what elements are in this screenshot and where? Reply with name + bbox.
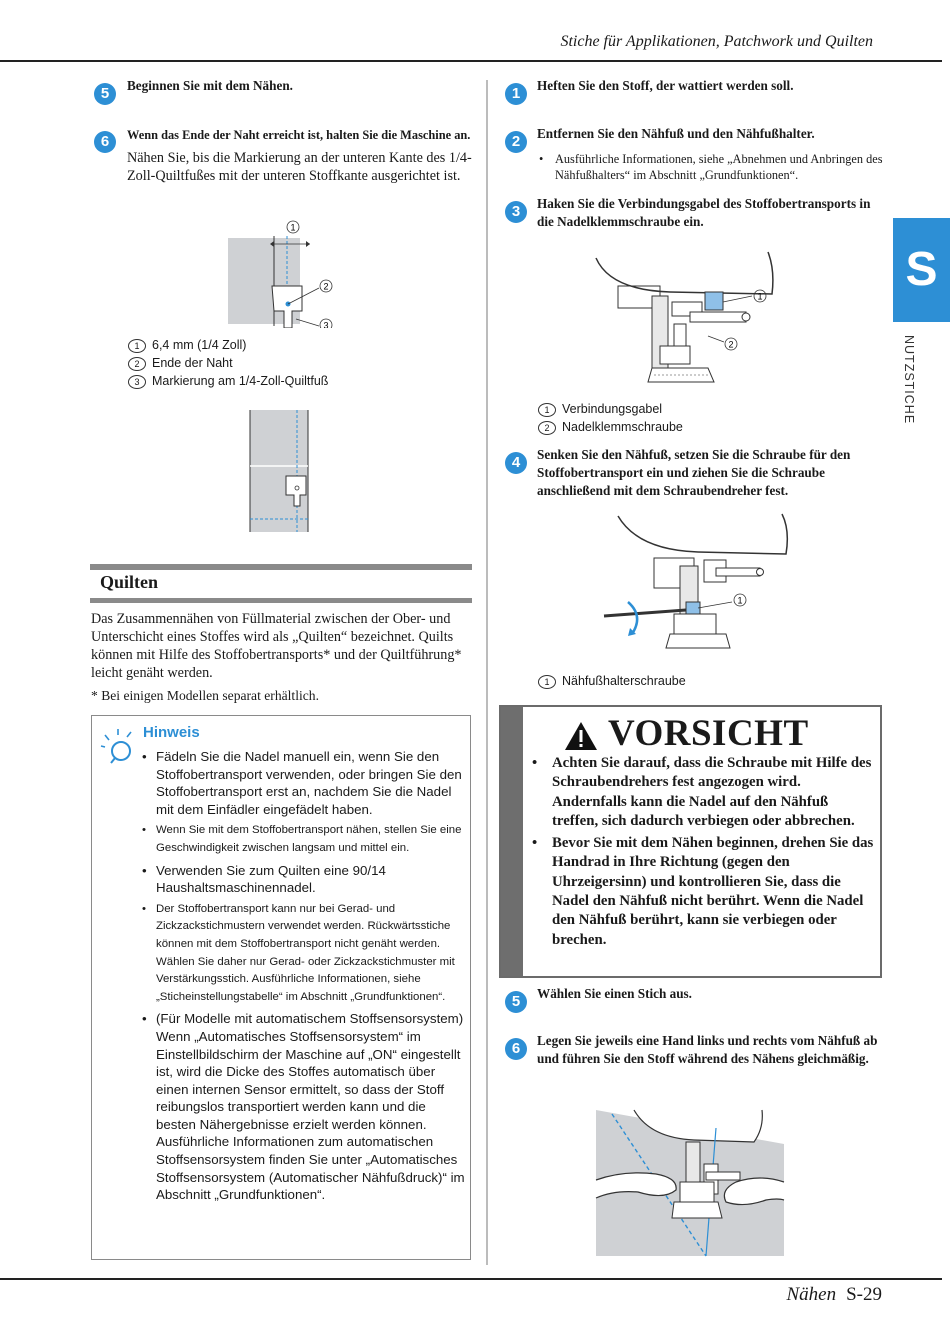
step-badge-6-right: 6 [505,1038,527,1060]
hinweis-title: Hinweis [143,724,200,741]
step-5-right-heading: Wählen Sie einen Stich aus. [537,986,692,1001]
footer-section: Nähen [786,1284,837,1305]
step-6-body: Nähen Sie, bis die Markierung an der unteren Kante des 1/4-Zoll-Quiltfußes mit der unteren Stoffkante ausgerichtet ist. [127,150,472,184]
hinweis-item: • Verwenden Sie zum Quilten eine 90/14 Haushaltsmaschinennadel. [140,862,468,897]
figure-fabric-end [248,408,310,534]
svg-text:1: 1 [757,291,763,302]
hinweis-list [140,748,468,1208]
step-1-heading: Heften Sie den Stoff, der wattiert werden soll. [537,78,794,93]
legend-item: 2 Nadelklemmschraube [538,418,683,436]
step-badge-2: 2 [505,131,527,153]
step-5-heading: Beginnen Sie mit dem Nähen. [127,78,293,93]
running-header: Stiche für Applikationen, Patchwork und Quilten [560,33,873,50]
chapter-label: NUTZSTICHE [902,335,916,425]
hinweis-item: • Wenn Sie mit dem Stoffobertransport nähen, stellen Sie eine Geschwindigkeit zwischen langsam und mittel ein. [140,822,468,857]
warning-triangle-icon [563,720,599,752]
section-bar [90,564,472,570]
lightbulb-icon [100,727,136,769]
chapter-tab: S [893,218,950,322]
legend-item: 1 6,4 mm (1/4 Zoll) [128,336,328,354]
step-6-heading: Wenn das Ende der Naht erreicht ist, halten Sie die Maschine an. [127,128,471,142]
header-rule [0,60,942,62]
step-badge-3: 3 [505,201,527,223]
page-footer [786,1284,882,1306]
step-2-bullet: • Ausführliche Informationen, siehe „Abnehmen und Anbringen des Nähfußhalters“ im Abschnitt „Grundfunktionen“. [537,151,900,183]
svg-text:2: 2 [323,281,329,292]
quilten-footnote: * Bei einigen Modellen separat erhältlich. [91,688,319,703]
svg-text:1: 1 [290,222,296,233]
figure-3-legend [538,400,683,436]
step-6-right-heading: Legen Sie jeweils eine Hand links und rechts vom Nähfuß ab und führen Sie den Stoff während des Nähens gleichmäßig. [537,1033,878,1066]
step-badge-1: 1 [505,83,527,105]
svg-text:3: 3 [323,320,329,328]
warning-title: VORSICHT [608,713,809,754]
figure-screwdriver [598,510,790,670]
legend-item: 1 Verbindungsgabel [538,400,683,418]
figure-1-legend [128,336,328,390]
legend-item: 3 Markierung am 1/4-Zoll-Quiltfuß [128,372,328,390]
step-4-heading: Senken Sie den Nähfuß, setzen Sie die Schraube für den Stoffobertransport ein und ziehen Sie die Schraube anschließend mit dem Schraubendreher fest. [537,447,851,498]
svg-text:1: 1 [737,595,743,606]
legend-item: 1 Nähfußhalterschraube [538,672,686,690]
hinweis-item: • Fädeln Sie die Nadel manuell ein, wenn Sie den Stoffobertransport verwenden, oder bringen Sie den Stoffobertransport erst an, nachdem Sie die Nadel mit dem Einfädler eingefädelt haben. [140,748,468,818]
figure-quilt-foot-marking [226,216,341,328]
hinweis-item: • (Für Modelle mit automatischem Stoffsensorsystem) Wenn „Automatisches Stoffsensorsystem“ im Einstellbildschirm der Maschine auf „ON“ eingestellt ist, wird die Dicke des Stoffes automatisch über einen internen Sensor ermittelt, so dass der Stoff reibungslos transportiert werden kann und die besten Nähergebnisse erzielt werden können. Ausführliche Informationen zum automatischen Stoffsensorsystem finden Sie unter „Automatisches Stoffsensorsystem (Automatischer Nähfußdruck)“ im Abschnitt „Grundfunktionen“. [140,1010,468,1204]
warning-list [530,754,876,953]
column-divider [486,80,488,1265]
figure-4-legend [538,672,686,690]
section-title-quilten: Quilten [100,572,159,592]
warning-strip [501,707,523,976]
step-3-heading: Haken Sie die Verbindungsgabel des Stoffobertransports in die Nadelklemmschraube ein. [537,196,871,229]
footer-rule [0,1278,942,1280]
figure-connecting-fork [590,250,780,398]
section-rule [90,598,472,603]
figure-hands-guiding [594,1108,786,1258]
warning-item: • Bevor Sie mit dem Nähen beginnen, drehen Sie das Handrad in Ihre Richtung (gegen den Uhrzeigersinn) und kontrollieren Sie, dass die Nadel den Nähfuß nicht berührt. Wenn die Nadel den Nähfuß berührt, kann sie verbiegen oder brechen. [530,834,876,950]
legend-item: 2 Ende der Naht [128,354,328,372]
step-badge-6: 6 [94,131,116,153]
step-badge-5: 5 [94,83,116,105]
hinweis-item: • Der Stoffobertransport kann nur bei Gerad- und Zickzackstichmustern verwendet werden. Rückwärtsstiche können mit dem Stoffobertransport nicht genäht werden. Wählen Sie daher nur Gerad- oder Zickzackstichmuster mit Verstärkungsstich. Ausführliche Informationen, siehe „Sticheinstellungstabelle“ im Abschnitt „Grundfunktionen“. [140,901,468,1007]
quilten-paragraph: Das Zusammennähen von Füllmaterial zwischen der Ober- und Unterschicht eines Stoffes wird als „Quilten“ bezeichnet. Quilts können mit Hilfe des Stoffobertransports* und der Quiltführung* leicht genäht werden. [91,611,462,681]
step-badge-4: 4 [505,452,527,474]
svg-text:2: 2 [728,339,734,350]
page-number: S-29 [846,1284,882,1305]
step-badge-5-right: 5 [505,991,527,1013]
warning-item: • Achten Sie darauf, dass die Schraube mit Hilfe des Schraubendrehers fest angezogen wird. Andernfalls kann die Nadel auf den Nähfuß treffen, sich dadurch verbiegen oder abbrechen. [530,754,876,831]
step-2-heading: Entfernen Sie den Nähfuß und den Nähfußhalter. [537,126,815,141]
